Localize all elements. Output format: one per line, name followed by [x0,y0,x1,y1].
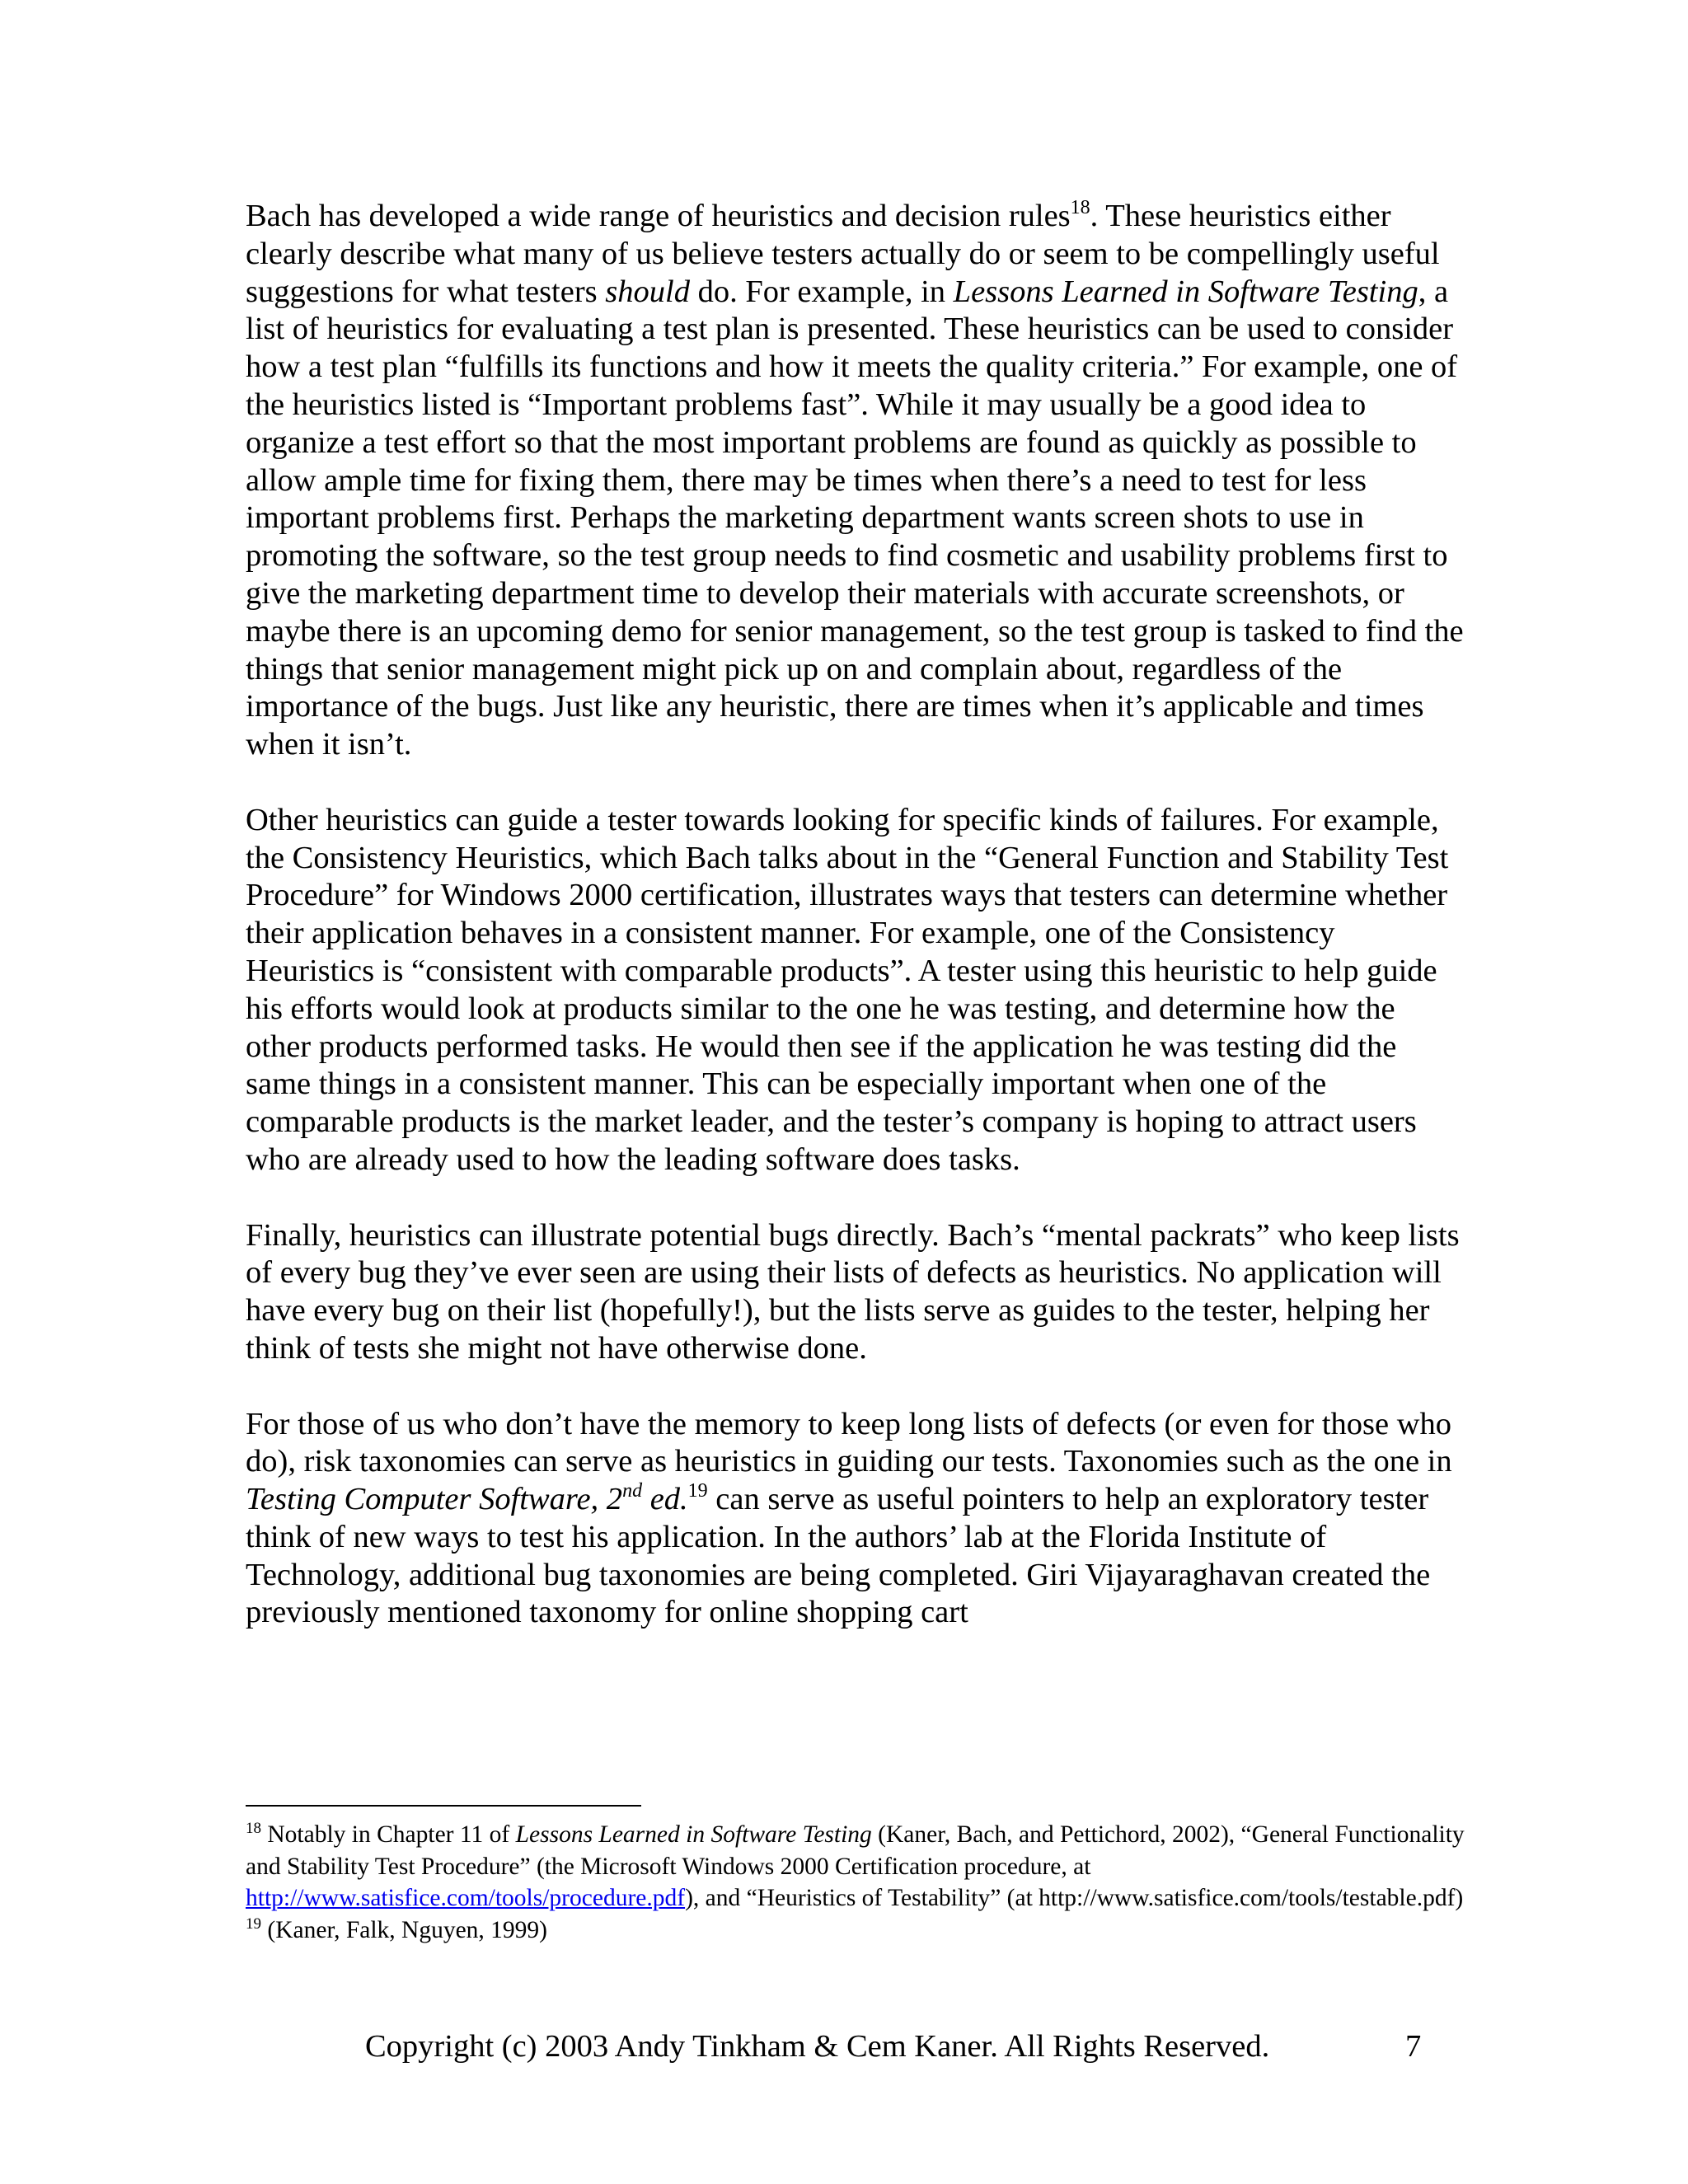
copyright-notice: Copyright (c) 2003 Andy Tinkham & Cem Kaner. All Rights Reserved. [365,2029,1270,2064]
page-number: 7 [1405,2029,1422,2064]
footnote-ref-18: 18 [1070,197,1090,218]
footnote-separator [246,1805,641,1807]
book-title: Lessons Learned in Software Testing [953,274,1418,309]
procedure-pdf-link[interactable]: http://www.satisfice.com/tools/procedure.pdf [246,1885,686,1911]
paragraph-mental-packrats: Finally, heuristics can illustrate potential bugs directly. Bach’s “mental packrats” who keep lists of every bug they’ve ever seen are using their lists of defects as heuristics. No application will have every bug on their list (hopefully!), but the lists serve as guides to the tester, helping her think of tests she might not have otherwise done. [246,1217,1460,1366]
footnote-19: $^{19}$ (Kaner, Falk, Nguyen, 1999) [246,1915,547,1943]
body-text [246,198,1465,1670]
footnote-18: $^{18}$ Notably in Chapter 11 of Lessons Learned in Software Testing (Kaner, Bach, and Pettichord, 2002), “General Functionality and Stability Test Procedure” (the Microsoft Windows 2000 Certification procedure, at http://www.satisfice.com/tools/procedure.pdf), and “Heuristics of Testability” (at http://www.satisfice.com/tools/testable.pdf) [246,1820,1465,1911]
paragraph-risk-taxonomies: For those of us who don’t have the memory to keep long lists of defects (or even for those who do), risk taxonomies can serve as heuristics in guiding our tests. Taxonomies such as the one in Testing Computer Software, 2nd ed.$^{19}$ can serve as useful pointers to help an exploratory tester think of new ways to test his application. In the authors’ lab at the Florida Institute of Technology, additional bug taxonomies are being completed. Giri Vijayaraghavan created the previously mentioned taxonomy for online shopping cart [246,1406,1452,1630]
page-footer [0,2026,1688,2067]
footnote-ref-19: 19 [687,1480,708,1502]
paragraph-heuristics-decision-rules: Bach has developed a wide range of heuristics and decision rules$^{18}$. These heuristics either clearly describe what many of us believe testers actually do or seem to be compellingly useful suggestions for what testers should do. For example, in Lessons Learned in Software Testing, a list of heuristics for evaluating a test plan is presented. These heuristics can be used to consider how a test plan “fulfills its functions and how it meets the quality criteria.” For example, one of the heuristics listed is “Important problems fast”. While it may usually be a good idea to organize a test effort so that the most important problems are found as quickly as possible to allow ample time for fixing them, there may be times when there’s a need to test for less important problems first. Perhaps the marketing department wants screen shots to use in promoting the software, so the test group needs to find cosmetic and usability problems first to give the marketing department time to develop their materials with accurate screenshots, or maybe there is an upcoming demo for senior management, so the test group is tasked to find the things that senior management might pick up on and complain about, regardless of the importance of the bugs. Just like any heuristic, there are times when it’s applicable and times when it isn’t. [246,197,1464,762]
book-title: Testing Computer Software, 2nd ed. [246,1480,688,1517]
paragraph-consistency-heuristics: Other heuristics can guide a tester towards looking for specific kinds of failures. For example, the Consistency Heuristics, which Bach talks about in the “General Function and Stability Test Procedure” for Windows 2000 certification, illustrates ways that testers can determine whether their application behaves in a consistent manner. For example, one of the Consistency Heuristics is “consistent with comparable products”. A tester using this heuristic to help guide his efforts would look at products similar to the one he was testing, and determine how the other products performed tasks. He would then see if the application he was testing did the same things in a consistent manner. This can be especially important when one of the comparable products is the market leader, and the tester’s company is hoping to attract users who are already used to how the leading software does tasks. [246,802,1449,1177]
footnotes [246,1819,1465,1946]
